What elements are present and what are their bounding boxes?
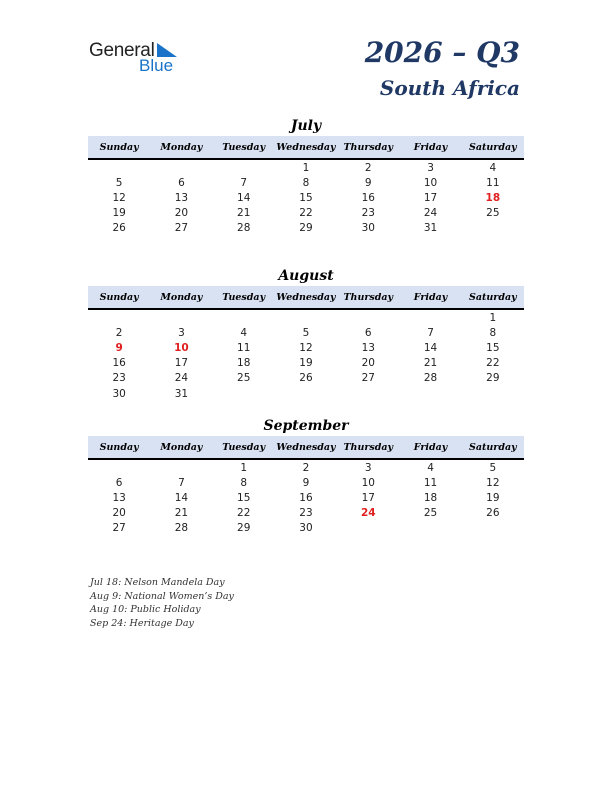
holiday-note: Sep 24: Heritage Day xyxy=(90,618,194,630)
weekday-label: Tuesday xyxy=(222,141,266,153)
day-cell: 12 xyxy=(299,341,313,354)
day-cell: 28 xyxy=(237,222,251,235)
holiday-note: Jul 18: Nelson Mandela Day xyxy=(90,577,225,588)
day-cell: 6 xyxy=(178,176,185,189)
day-cell: 12 xyxy=(486,476,500,489)
day-cell: 30 xyxy=(361,222,375,235)
holiday-day-cell: 10 xyxy=(174,341,189,354)
day-cell: 11 xyxy=(486,176,500,189)
day-cell: 2 xyxy=(302,461,310,474)
day-cell: 5 xyxy=(489,461,497,474)
day-cell: 12 xyxy=(112,191,126,204)
weekday-label: Thursday xyxy=(343,141,394,153)
day-cell: 29 xyxy=(486,372,500,385)
day-cell: 30 xyxy=(299,522,313,535)
day-cell: 19 xyxy=(112,207,126,220)
holiday-day-cell: 24 xyxy=(360,507,376,520)
week-row xyxy=(88,160,524,175)
week-row xyxy=(88,371,524,386)
day-cell: 19 xyxy=(486,491,500,504)
weekday-header xyxy=(88,286,524,310)
day-cell: 1 xyxy=(240,461,248,474)
week-row xyxy=(88,221,524,236)
day-cell: 23 xyxy=(112,372,126,385)
day-cell: 22 xyxy=(237,507,251,520)
holiday-note: Aug 9: National Women’s Day xyxy=(90,590,234,602)
week-row xyxy=(88,190,524,205)
logo-flag-icon xyxy=(155,43,177,57)
month-title: September xyxy=(263,418,349,434)
month-title: August xyxy=(278,268,334,284)
day-cell: 15 xyxy=(299,191,313,204)
month-september xyxy=(88,416,524,536)
week-row xyxy=(88,325,524,340)
day-cell: 6 xyxy=(364,326,372,339)
week-row xyxy=(88,506,524,521)
day-cell: 24 xyxy=(174,372,189,385)
holiday-day-cell: 18 xyxy=(485,191,501,204)
week-row xyxy=(88,310,524,325)
day-cell: 19 xyxy=(299,357,313,370)
weekday-header xyxy=(88,136,524,160)
day-cell: 29 xyxy=(237,522,251,535)
day-cell: 1 xyxy=(489,311,497,324)
day-cell: 8 xyxy=(302,176,310,189)
week-row xyxy=(88,521,524,536)
weekday-label: Wednesday xyxy=(276,291,336,303)
holiday-day-cell: 9 xyxy=(115,341,123,354)
day-cell: 21 xyxy=(174,507,189,520)
day-cell: 22 xyxy=(486,357,500,370)
day-cell: 7 xyxy=(178,476,185,489)
day-cell: 4 xyxy=(240,326,248,339)
month-title: July xyxy=(290,118,322,134)
day-cell: 14 xyxy=(423,341,438,354)
day-cell: 14 xyxy=(174,491,189,504)
weekday-label: Monday xyxy=(160,291,203,303)
day-cell: 4 xyxy=(427,461,434,474)
day-cell: 10 xyxy=(361,476,375,489)
month-grid xyxy=(88,460,524,536)
weekday-label: Friday xyxy=(413,441,448,453)
day-cell: 18 xyxy=(423,491,438,504)
day-cell: 18 xyxy=(237,357,251,370)
week-row xyxy=(88,175,524,190)
day-cell: 21 xyxy=(237,207,251,220)
month-july xyxy=(88,116,524,236)
day-cell: 31 xyxy=(174,387,189,400)
day-cell: 7 xyxy=(427,326,434,339)
day-cell: 20 xyxy=(361,357,375,370)
day-cell: 23 xyxy=(361,207,375,220)
day-cell: 25 xyxy=(423,507,438,520)
day-cell: 11 xyxy=(423,476,438,489)
country-subtitle: South Africa xyxy=(379,76,520,100)
weekday-label: Friday xyxy=(413,291,448,303)
day-cell: 1 xyxy=(302,161,310,174)
day-cell: 28 xyxy=(423,372,438,385)
day-cell: 17 xyxy=(423,191,438,204)
month-grid xyxy=(88,160,524,236)
weekday-label: Sunday xyxy=(99,441,139,453)
weekday-label: Wednesday xyxy=(276,441,336,453)
weekday-label: Thursday xyxy=(343,291,394,303)
day-cell: 27 xyxy=(361,372,375,385)
weekday-header xyxy=(88,436,524,460)
holiday-note: Aug 10: Public Holiday xyxy=(90,604,201,616)
day-cell: 4 xyxy=(489,161,497,174)
weekday-label: Saturday xyxy=(469,141,517,153)
day-cell: 7 xyxy=(240,176,248,189)
day-cell: 27 xyxy=(112,522,126,535)
day-cell: 3 xyxy=(178,326,185,339)
weekday-label: Friday xyxy=(413,141,448,153)
day-cell: 25 xyxy=(237,372,251,385)
day-cell: 26 xyxy=(486,507,500,520)
day-cell: 9 xyxy=(364,176,372,189)
day-cell: 5 xyxy=(115,176,123,189)
day-cell: 22 xyxy=(299,207,313,220)
day-cell: 16 xyxy=(361,191,375,204)
week-row xyxy=(88,490,524,505)
day-cell: 15 xyxy=(486,341,500,354)
day-cell: 2 xyxy=(115,326,123,339)
holiday-notes xyxy=(90,576,234,631)
day-cell: 16 xyxy=(112,357,126,370)
day-cell: 8 xyxy=(240,476,248,489)
page-title: 2026 – Q3 xyxy=(364,36,520,69)
month-august xyxy=(88,266,524,401)
day-cell: 20 xyxy=(174,207,189,220)
day-cell: 15 xyxy=(237,491,251,504)
day-cell: 3 xyxy=(364,461,372,474)
day-cell: 29 xyxy=(299,222,313,235)
month-grid xyxy=(88,310,524,401)
week-row xyxy=(88,340,524,355)
day-cell: 25 xyxy=(486,207,500,220)
day-cell: 30 xyxy=(112,387,126,400)
day-cell: 26 xyxy=(299,372,313,385)
day-cell: 13 xyxy=(174,191,189,204)
week-row xyxy=(88,475,524,490)
weekday-label: Monday xyxy=(160,141,203,153)
day-cell: 2 xyxy=(364,161,372,174)
day-cell: 26 xyxy=(112,222,126,235)
weekday-label: Thursday xyxy=(343,441,394,453)
day-cell: 9 xyxy=(302,476,310,489)
week-row xyxy=(88,460,524,475)
day-cell: 16 xyxy=(299,491,313,504)
day-cell: 27 xyxy=(174,222,189,235)
day-cell: 24 xyxy=(423,207,438,220)
week-row xyxy=(88,206,524,221)
day-cell: 13 xyxy=(361,341,375,354)
day-cell: 10 xyxy=(423,176,438,189)
day-cell: 6 xyxy=(115,476,123,489)
day-cell: 14 xyxy=(237,191,251,204)
week-row xyxy=(88,386,524,401)
week-row xyxy=(88,356,524,371)
weekday-label: Sunday xyxy=(99,291,139,303)
weekday-label: Saturday xyxy=(469,441,517,453)
logo-text-blue: Blue xyxy=(139,56,174,75)
weekday-label: Tuesday xyxy=(222,291,266,303)
day-cell: 11 xyxy=(237,341,251,354)
day-cell: 5 xyxy=(302,326,310,339)
day-cell: 17 xyxy=(174,357,189,370)
day-cell: 17 xyxy=(361,491,375,504)
day-cell: 3 xyxy=(427,161,434,174)
day-cell: 31 xyxy=(423,222,438,235)
logo xyxy=(89,40,189,76)
weekday-label: Sunday xyxy=(99,141,139,153)
day-cell: 23 xyxy=(299,507,313,520)
weekday-label: Tuesday xyxy=(222,441,266,453)
weekday-label: Saturday xyxy=(469,291,517,303)
day-cell: 21 xyxy=(423,357,438,370)
weekday-label: Wednesday xyxy=(276,141,336,153)
day-cell: 20 xyxy=(112,507,126,520)
logo-text-general: General xyxy=(89,40,155,61)
day-cell: 28 xyxy=(174,522,189,535)
day-cell: 13 xyxy=(112,491,126,504)
day-cell: 8 xyxy=(489,326,497,339)
weekday-label: Monday xyxy=(160,441,203,453)
